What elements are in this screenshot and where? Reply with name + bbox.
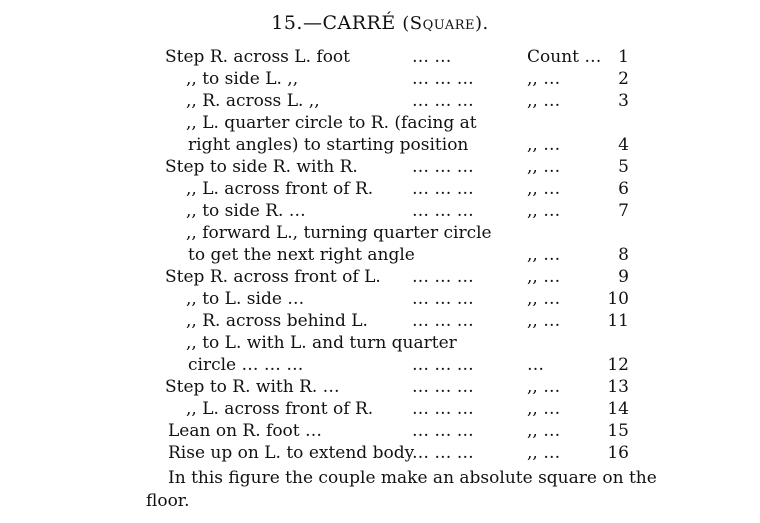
- ditto-mark: ,, …: [527, 443, 561, 463]
- step-text: ,, forward L., turning quarter circle: [186, 223, 492, 243]
- ditto-mark: ,, …: [527, 69, 561, 89]
- ditto-mark: ,, …: [527, 245, 561, 265]
- count-number: 14: [607, 399, 629, 419]
- ditto-mark: …: [527, 355, 544, 375]
- step-text: ,, L. quarter circle to R. (facing at: [186, 113, 477, 133]
- step-row: [0, 156, 760, 178]
- step-text: ,, to L. side …: [186, 289, 305, 309]
- closing-paragraph: In this figure the couple make an absolute square on the floor.: [146, 468, 657, 511]
- count-number: 11: [607, 311, 629, 331]
- step-row: [0, 288, 760, 310]
- leader-dots: … … …: [412, 355, 474, 375]
- count-number: 10: [607, 289, 629, 309]
- ditto-mark: ,, …: [527, 289, 561, 309]
- step-row: [0, 222, 760, 244]
- step-row: [0, 442, 760, 464]
- ditto-mark: ,, …: [527, 399, 561, 419]
- leader-dots: … … …: [412, 399, 474, 419]
- ditto-mark: ,, …: [527, 421, 561, 441]
- step-row: [0, 310, 760, 332]
- step-text: to get the next right angle: [188, 245, 415, 265]
- count-number: 7: [618, 201, 629, 221]
- step-text: ,, L. across front of R.: [186, 179, 374, 199]
- ditto-mark: ,, …: [527, 377, 561, 397]
- count-number: 12: [607, 355, 629, 375]
- leader-dots: … … …: [412, 421, 474, 441]
- leader-dots: … … …: [412, 201, 474, 221]
- step-row: [0, 420, 760, 442]
- count-number: 4: [618, 135, 629, 155]
- count-number: 16: [607, 443, 629, 463]
- step-text: ,, R. across L. ,,: [186, 91, 320, 111]
- count-number: 2: [618, 69, 629, 89]
- step-text: Step to R. with R. …: [165, 377, 340, 397]
- leader-dots: … … …: [412, 179, 474, 199]
- ditto-mark: ,, …: [527, 311, 561, 331]
- step-row: [0, 90, 760, 112]
- count-number: 1: [618, 47, 629, 67]
- step-text: ,, to L. with L. and turn quarter: [186, 333, 457, 353]
- ditto-mark: ,, …: [527, 201, 561, 221]
- leader-dots: … …: [412, 47, 452, 67]
- step-text: circle … … …: [188, 355, 304, 375]
- count-number: 8: [618, 245, 629, 265]
- ditto-mark: Count …: [527, 47, 602, 67]
- step-row: [0, 134, 760, 156]
- leader-dots: … … …: [412, 377, 474, 397]
- step-row: [0, 398, 760, 420]
- step-text: Lean on R. foot …: [168, 421, 323, 441]
- ditto-mark: ,, …: [527, 267, 561, 287]
- step-text: Step R. across L. foot: [165, 47, 350, 67]
- count-number: 13: [607, 377, 629, 397]
- ditto-mark: ,, …: [527, 157, 561, 177]
- count-number: 6: [618, 179, 629, 199]
- ditto-mark: ,, …: [527, 91, 561, 111]
- leader-dots: … … …: [412, 91, 474, 111]
- step-row: [0, 266, 760, 288]
- step-text: right angles) to starting position: [188, 135, 469, 155]
- leader-dots: … … …: [412, 289, 474, 309]
- count-number: 9: [618, 267, 629, 287]
- step-row: [0, 200, 760, 222]
- figure-subtitle: (Square).: [402, 13, 489, 34]
- step-row: [0, 244, 760, 266]
- leader-dots: … … …: [412, 157, 474, 177]
- step-text: ,, R. across behind L.: [186, 311, 368, 331]
- step-row: [0, 354, 760, 376]
- step-text: ,, to side L. ,,: [186, 69, 299, 89]
- count-number: 3: [618, 91, 629, 111]
- count-number: 15: [607, 421, 629, 441]
- step-text: ,, L. across front of R.: [186, 399, 374, 419]
- step-text: ,, to side R. …: [186, 201, 306, 221]
- step-text: Step R. across front of L.: [165, 267, 381, 287]
- step-row: [0, 68, 760, 90]
- leader-dots: … … …: [412, 69, 474, 89]
- leader-dots: … … …: [412, 443, 474, 463]
- step-row: [0, 46, 760, 68]
- ditto-mark: ,, …: [527, 179, 561, 199]
- step-row: [0, 178, 760, 200]
- ditto-mark: ,, …: [527, 135, 561, 155]
- step-text: Step to side R. with R.: [165, 157, 358, 177]
- leader-dots: … … …: [412, 311, 474, 331]
- figure-title: 15.—CARRÉ: [271, 12, 396, 34]
- step-row: [0, 376, 760, 398]
- step-row: [0, 112, 760, 134]
- count-number: 5: [618, 157, 629, 177]
- step-row: [0, 332, 760, 354]
- leader-dots: … … …: [412, 267, 474, 287]
- step-text: Rise up on L. to extend body: [168, 443, 415, 463]
